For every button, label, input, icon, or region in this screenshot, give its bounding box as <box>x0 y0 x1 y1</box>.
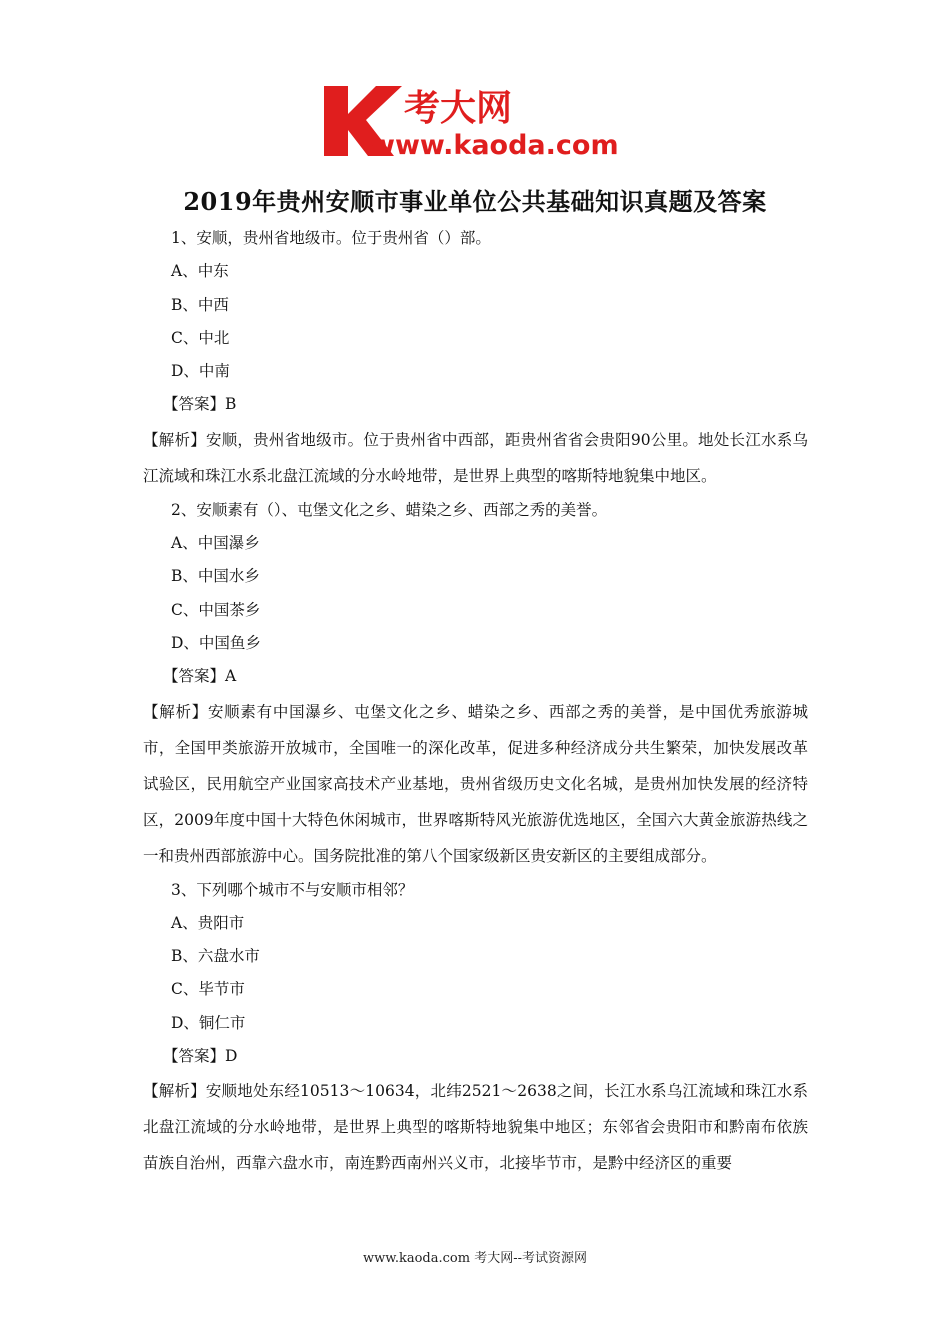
question-3 <box>143 874 808 1182</box>
option-b: B、六盘水市 <box>171 947 260 966</box>
page-footer: www.kaoda.com 考大网--考试资源网 <box>363 1251 587 1266</box>
logo-brand-cn: 考大网 <box>404 88 513 129</box>
option-b: B、中西 <box>171 295 229 314</box>
logo-url: www.kaoda.com <box>370 130 619 160</box>
option-d: D、中南 <box>171 362 230 381</box>
question-stem: 1、安顺，贵州省地级市。位于贵州省（）部。 <box>171 229 491 247</box>
document-body <box>143 222 808 1181</box>
option-d: D、铜仁市 <box>171 1013 246 1032</box>
option-c: C、毕节市 <box>171 980 245 999</box>
option-a: A、中东 <box>171 262 229 281</box>
answer-line: 【答案】D <box>163 1047 238 1066</box>
document-title: 2019年贵州安顺市事业单位公共基础知识真题及答案 <box>183 187 767 216</box>
analysis-paragraph: 【解析】安顺地处东经10513～10634，北纬2521～2638之间，长江水系乌江流域和珠江水系北盘江流域的分水岭地带，是世界上典型的喀斯特地貌集中地区；东邻省会贵阳市和黔南布依族苗族自治州，西靠六盘水市，南连黔西南州兴义市，北接毕节市，是黔中经济区的重要 <box>143 1082 808 1173</box>
question-2 <box>143 494 808 874</box>
analysis-paragraph: 【解析】安顺，贵州省地级市。位于贵州省中西部，距贵州省省会贵阳90公里。地处长江水系乌江流域和珠江水系北盘江流域的分水岭地带，是世界上典型的喀斯特地貌集中地区。 <box>143 430 808 485</box>
option-a: A、中国瀑乡 <box>171 534 260 553</box>
option-d: D、中国鱼乡 <box>171 633 261 652</box>
answer-line: 【答案】A <box>163 667 237 686</box>
analysis-paragraph: 【解析】安顺素有中国瀑乡、屯堡文化之乡、蜡染之乡、西部之秀的美誉，是中国优秀旅游城市，全国甲类旅游开放城市，全国唯一的深化改革，促进多种经济成分共生繁荣，加快发展改革试验区，民用航空产业国家高技术产业基地，贵州省级历史文化名城，是贵州加快发展的经济特区，2009年度中国十大特色休闲城市，世界喀斯特风光旅游优选地区，全国六大黄金旅游热线之一和贵州西部旅游中心。国务院批准的第八个国家级新区贵安新区的主要组成部分。 <box>143 702 808 865</box>
kaoda-logo <box>318 80 638 160</box>
question-stem: 3、下列哪个城市不与安顺市相邻？ <box>171 880 414 899</box>
answer-line: 【答案】B <box>163 395 237 414</box>
option-c: C、中国茶乡 <box>171 600 261 619</box>
question-stem: 2、安顺素有（）、屯堡文化之乡、蜡染之乡、西部之秀的美誉。 <box>171 500 608 519</box>
option-c: C、中北 <box>171 328 230 347</box>
option-a: A、贵阳市 <box>171 913 245 932</box>
question-1 <box>143 222 808 494</box>
option-b: B、中国水乡 <box>171 567 260 586</box>
